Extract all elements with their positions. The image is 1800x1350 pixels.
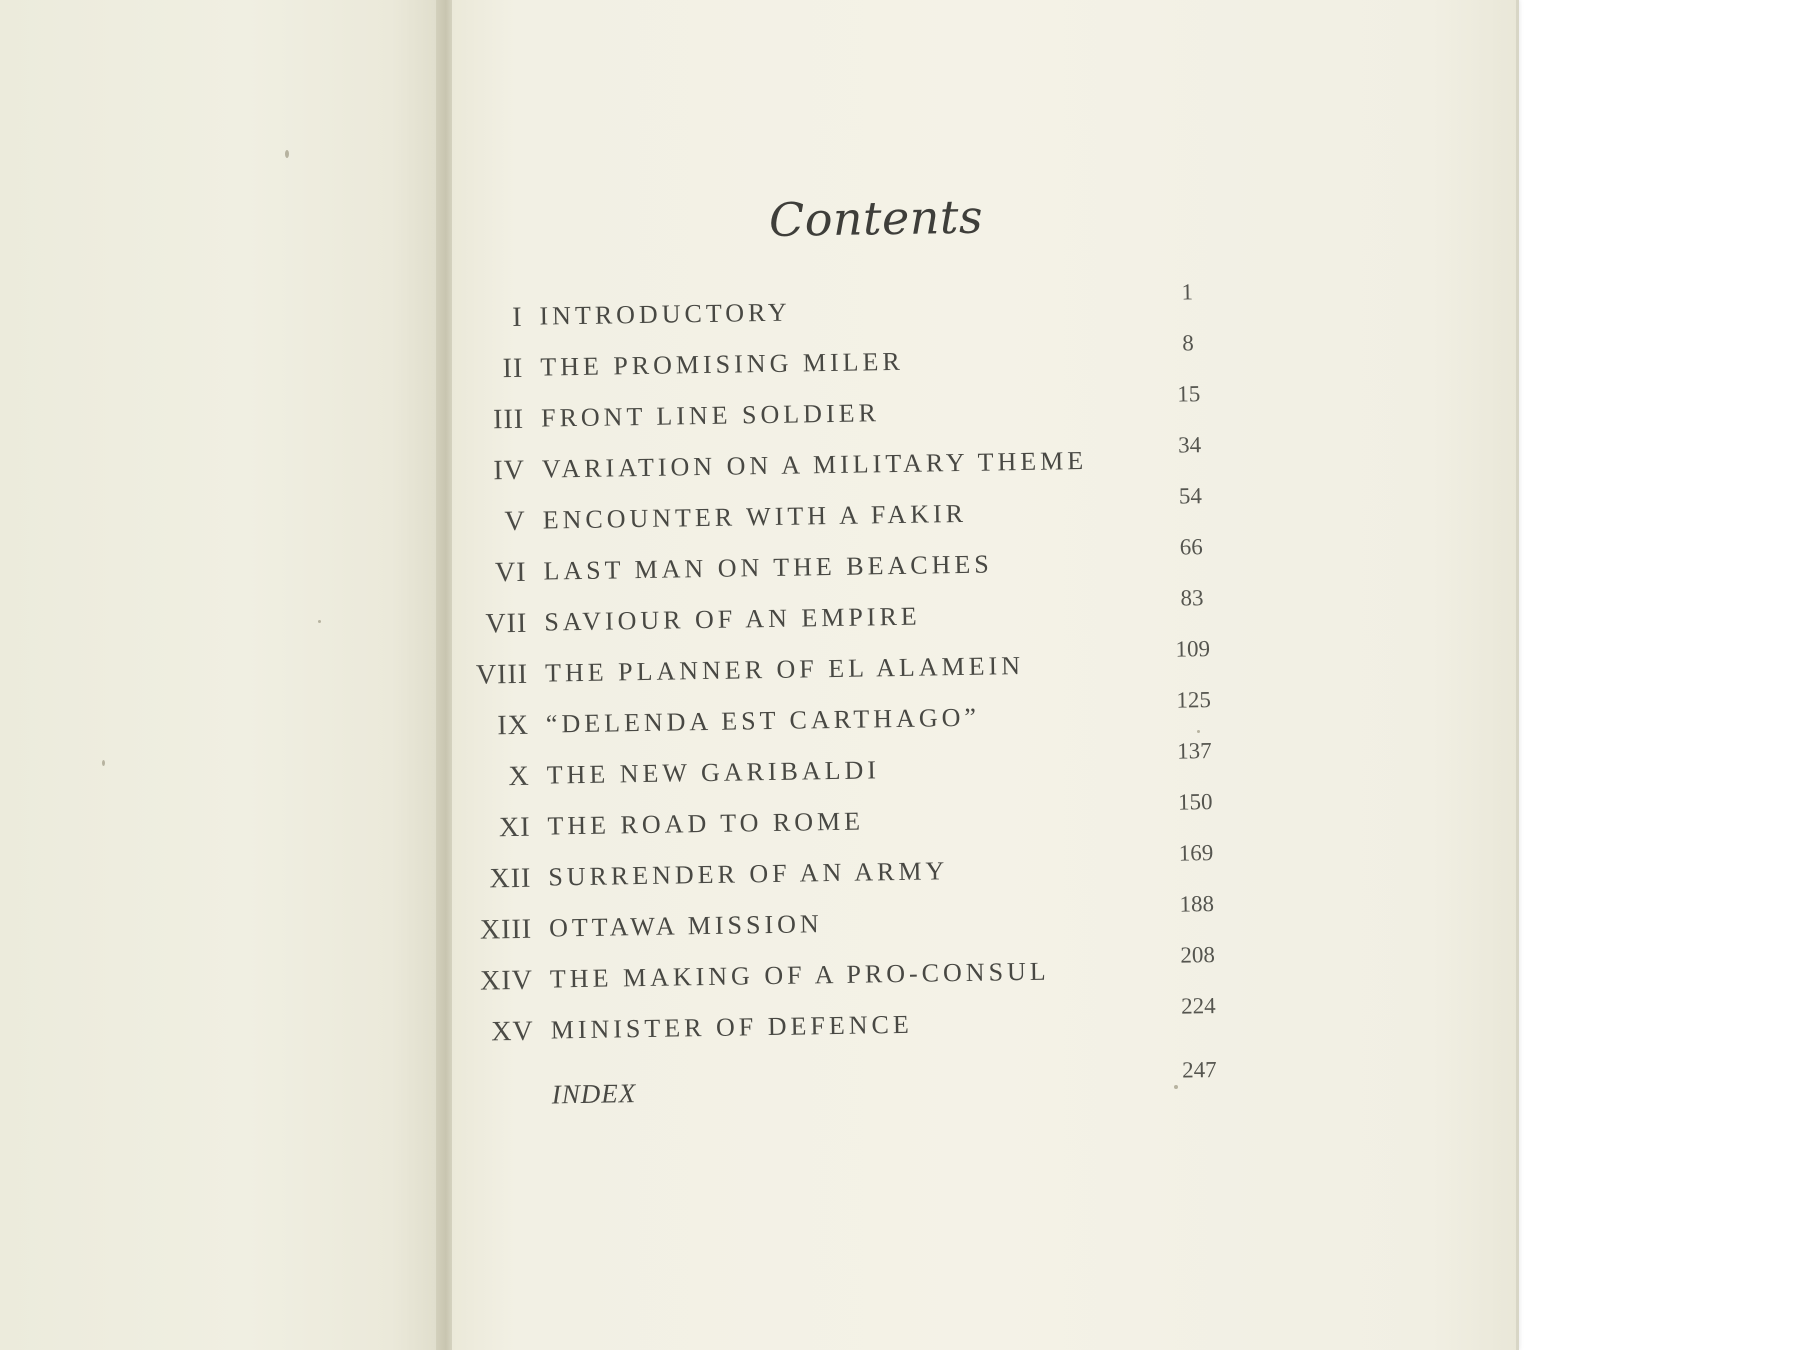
chapter-title: SURRENDER OF AN ARMY bbox=[548, 856, 949, 892]
left-page bbox=[0, 0, 445, 1350]
page-number: 208 bbox=[1180, 942, 1216, 968]
chapter-title: “DELENDA EST CARTHAGO” bbox=[545, 702, 981, 739]
chapter-numeral: VIII bbox=[475, 658, 529, 691]
page-number: 66 bbox=[1179, 534, 1203, 560]
page-number: 125 bbox=[1176, 687, 1212, 713]
chapter-title: THE PROMISING MILER bbox=[540, 346, 904, 382]
page-number: 137 bbox=[1176, 738, 1212, 764]
chapter-title: INTRODUCTORY bbox=[539, 297, 791, 331]
chapter-title: ENCOUNTER WITH A FAKIR bbox=[542, 498, 968, 535]
chapter-numeral: VII bbox=[485, 607, 528, 640]
page-number: 83 bbox=[1180, 585, 1204, 611]
chapter-numeral: V bbox=[504, 505, 526, 538]
paper-speck bbox=[102, 760, 105, 766]
chapter-numeral: IX bbox=[497, 709, 530, 742]
chapter-numeral: XII bbox=[489, 862, 532, 895]
toc-entry-index bbox=[460, 1057, 1361, 1125]
chapter-title: THE NEW GARIBALDI bbox=[546, 755, 881, 790]
table-of-contents bbox=[443, 0, 1530, 1350]
index-title: INDEX bbox=[551, 1078, 637, 1110]
chapter-title: LAST MAN ON THE BEACHES bbox=[543, 549, 993, 586]
page-number: 247 bbox=[1181, 1057, 1217, 1083]
page-number: 109 bbox=[1175, 636, 1211, 662]
toc-entry bbox=[459, 993, 1360, 1061]
page-number: 224 bbox=[1180, 993, 1216, 1019]
chapter-numeral: XI bbox=[498, 811, 531, 844]
page-number: 150 bbox=[1177, 789, 1213, 815]
chapter-numeral: XIV bbox=[479, 964, 534, 997]
page-number: 8 bbox=[1182, 330, 1194, 356]
page-number: 15 bbox=[1177, 381, 1201, 407]
chapter-title: VARIATION ON A MILITARY THEME bbox=[541, 445, 1088, 484]
chapter-numeral: XV bbox=[491, 1015, 534, 1048]
contents-heading: Contents bbox=[768, 189, 984, 247]
chapter-title: FRONT LINE SOLDIER bbox=[540, 398, 881, 433]
chapter-numeral: II bbox=[502, 352, 524, 385]
page-number: 1 bbox=[1181, 279, 1194, 305]
chapter-title: THE MAKING OF A PRO-CONSUL bbox=[549, 956, 1050, 994]
paper-speck bbox=[285, 150, 289, 158]
chapter-title: OTTAWA MISSION bbox=[548, 909, 823, 943]
page-number: 169 bbox=[1178, 840, 1214, 866]
chapter-numeral: X bbox=[508, 760, 530, 793]
chapter-numeral: III bbox=[492, 403, 525, 436]
chapter-title: SAVIOUR OF AN EMPIRE bbox=[544, 601, 921, 637]
chapter-numeral: VI bbox=[494, 556, 527, 589]
page-number: 34 bbox=[1177, 432, 1202, 458]
page-number: 188 bbox=[1179, 891, 1215, 917]
chapter-title: THE ROAD TO ROME bbox=[547, 806, 865, 841]
chapter-title: THE PLANNER OF EL ALAMEIN bbox=[544, 650, 1025, 688]
chapter-numeral: IV bbox=[493, 454, 526, 487]
page-number: 54 bbox=[1178, 483, 1203, 509]
chapter-title: MINISTER OF DEFENCE bbox=[550, 1009, 913, 1045]
paper-speck bbox=[318, 620, 321, 623]
chapter-numeral: XIII bbox=[479, 913, 533, 946]
chapter-numeral: I bbox=[511, 301, 523, 333]
